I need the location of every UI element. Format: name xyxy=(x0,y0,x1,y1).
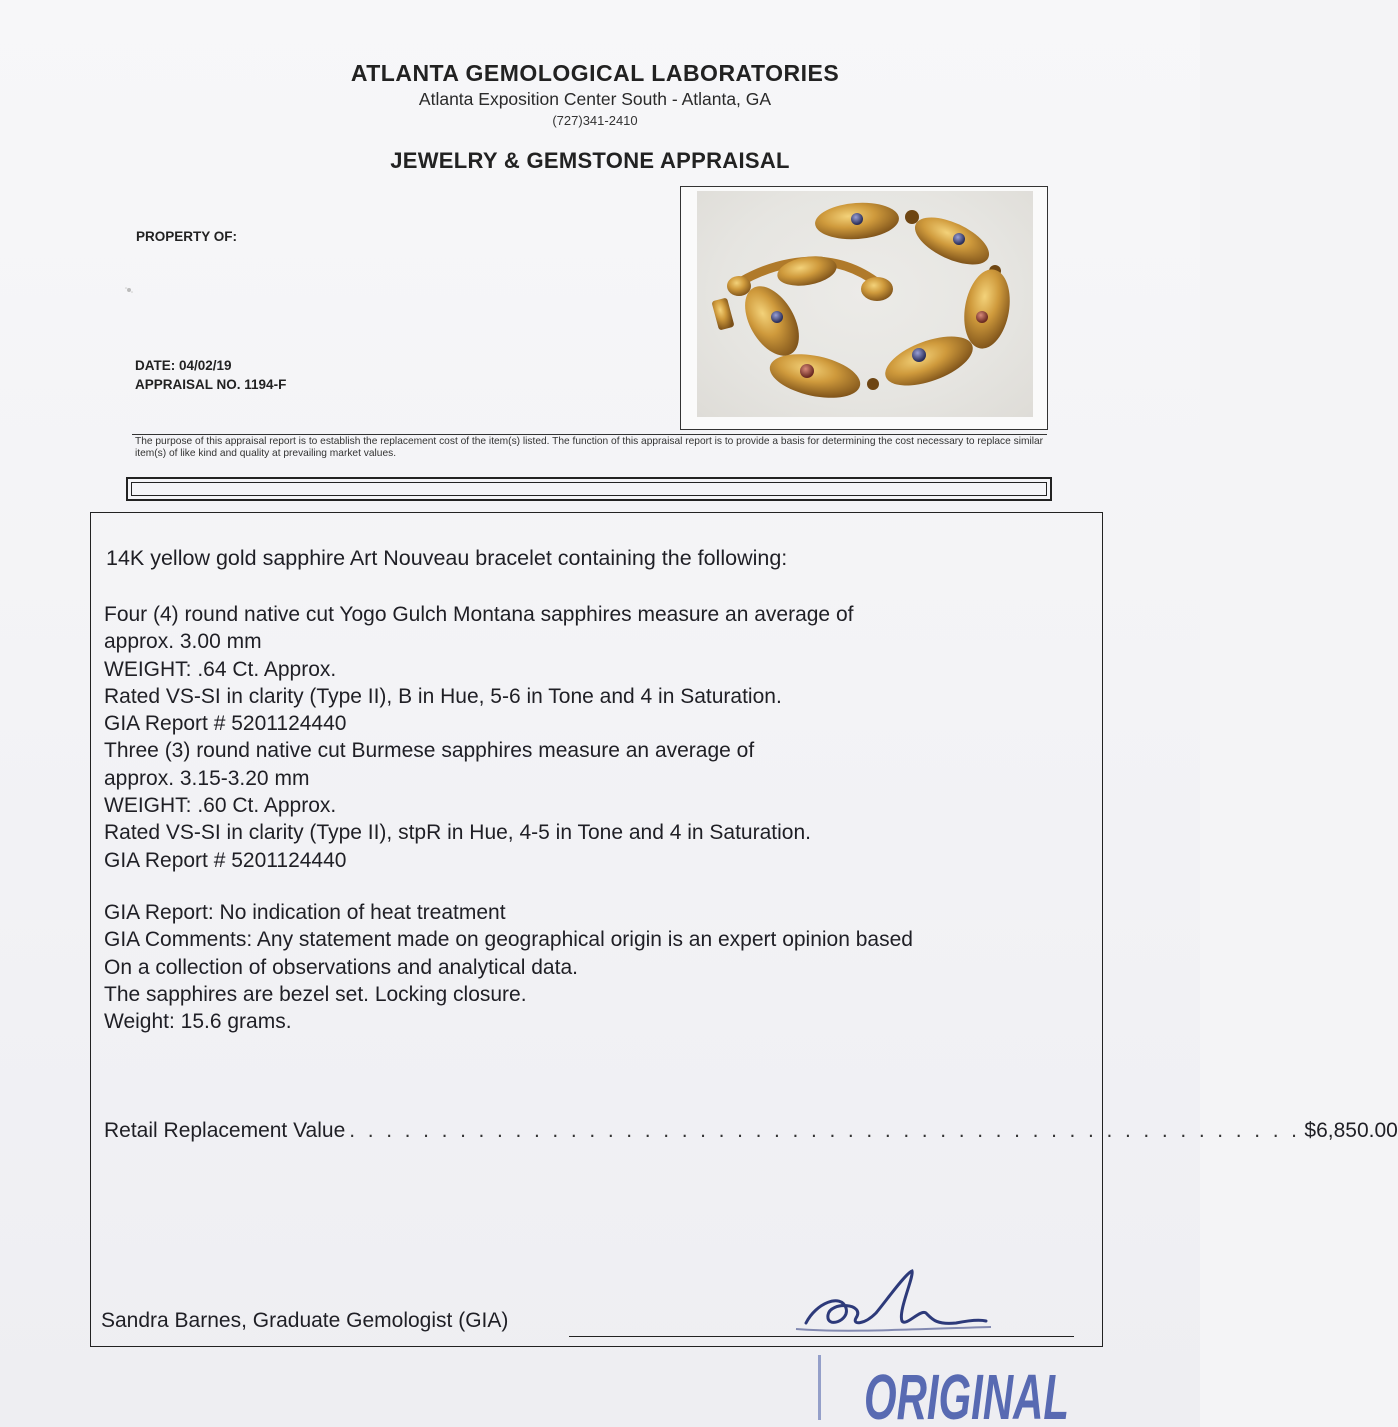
stone-line: approx. 3.00 mm xyxy=(104,630,262,654)
bracelet-photo xyxy=(697,191,1033,417)
stone-line: Rated VS-SI in clarity (Type II), stpR in Hue, 4-5 in Tone and 4 in Saturation. xyxy=(104,821,811,845)
appraisal-number-row xyxy=(135,375,286,394)
gia-notes xyxy=(104,899,913,1035)
item-heading: 14K yellow gold sapphire Art Nouveau bracelet containing the following: xyxy=(106,546,788,570)
note-line: On a collection of observations and analytical data. xyxy=(104,955,578,979)
stamp-mark xyxy=(818,1355,821,1420)
document-title: JEWELRY & GEMSTONE APPRAISAL xyxy=(390,148,790,173)
date-block xyxy=(135,356,286,394)
original-stamp xyxy=(860,1357,1075,1427)
bracelet-photo-frame xyxy=(680,186,1048,430)
note-line: Weight: 15.6 grams. xyxy=(104,1010,292,1034)
stones-description xyxy=(104,601,853,874)
lab-name: ATLANTA GEMOLOGICAL LABORATORIES xyxy=(350,60,840,86)
item-description-box xyxy=(90,512,1398,1347)
ink-speck-icon xyxy=(122,283,136,297)
stone-line: approx. 3.15-3.20 mm xyxy=(104,766,310,790)
purpose-divider xyxy=(132,434,1047,435)
stone-line: Four (4) round native cut Yogo Gulch Montana sapphires measure an average of xyxy=(104,603,854,626)
bracelet-image xyxy=(697,191,1033,417)
blank-field-inner xyxy=(131,482,1047,496)
note-line: GIA Comments: Any statement made on geographical origin is an expert opinion based xyxy=(104,928,913,952)
retail-value-amount: $6,850.00 xyxy=(1304,1119,1398,1142)
lab-header xyxy=(0,60,1190,128)
stone-line: GIA Report # 5201124440 xyxy=(104,848,347,872)
stamp-text: ORIGINAL xyxy=(864,1361,1069,1427)
stone-line: Rated VS-SI in clarity (Type II), B in Hue, 5-6 in Tone and 4 in Saturation. xyxy=(104,684,782,708)
stone-line: WEIGHT: .60 Ct. Approx. xyxy=(104,794,337,818)
note-line: GIA Report: No indication of heat treatment xyxy=(104,901,506,924)
signer-name: Sandra Barnes, Graduate Gemologist (GIA) xyxy=(101,1309,509,1332)
purpose-statement: The purpose of this appraisal report is to establish the replacement cost of the item(s) listed. The function of this appraisal report is to provide a basis for determining the cost necessary to replace similar item(s) of like kind and quality at prevailing market values. xyxy=(135,436,1044,459)
signature-line xyxy=(569,1336,1074,1337)
lab-address: Atlanta Exposition Center South - Atlanta, GA xyxy=(418,89,772,109)
appraisal-number-label: APPRAISAL NO. xyxy=(135,377,241,392)
blank-field-box xyxy=(126,477,1052,501)
date-value: 04/02/19 xyxy=(179,358,232,373)
stone-line: WEIGHT: .64 Ct. Approx. xyxy=(104,657,337,681)
date-row xyxy=(135,356,286,375)
lab-phone: (727)341-2410 xyxy=(552,113,638,128)
stone-line: Three (3) round native cut Burmese sapphires measure an average of xyxy=(104,739,755,763)
signature-icon xyxy=(786,1263,996,1343)
stone-line: GIA Report # 5201124440 xyxy=(104,712,347,736)
property-of-label: PROPERTY OF: xyxy=(136,229,238,244)
appraisal-number-value: 1194-F xyxy=(244,377,287,392)
leader-dots: . . . . . . . . . . . . . . . . . . . . . . . . . . . . . . . . . . . . . . . . . . . . . . . . . . . . xyxy=(349,1119,1301,1142)
retail-value-row xyxy=(104,1119,1398,1143)
note-line: The sapphires are bezel set. Locking closure. xyxy=(104,982,527,1006)
date-label: DATE: xyxy=(135,358,176,373)
retail-value-label: Retail Replacement Value xyxy=(104,1119,346,1142)
